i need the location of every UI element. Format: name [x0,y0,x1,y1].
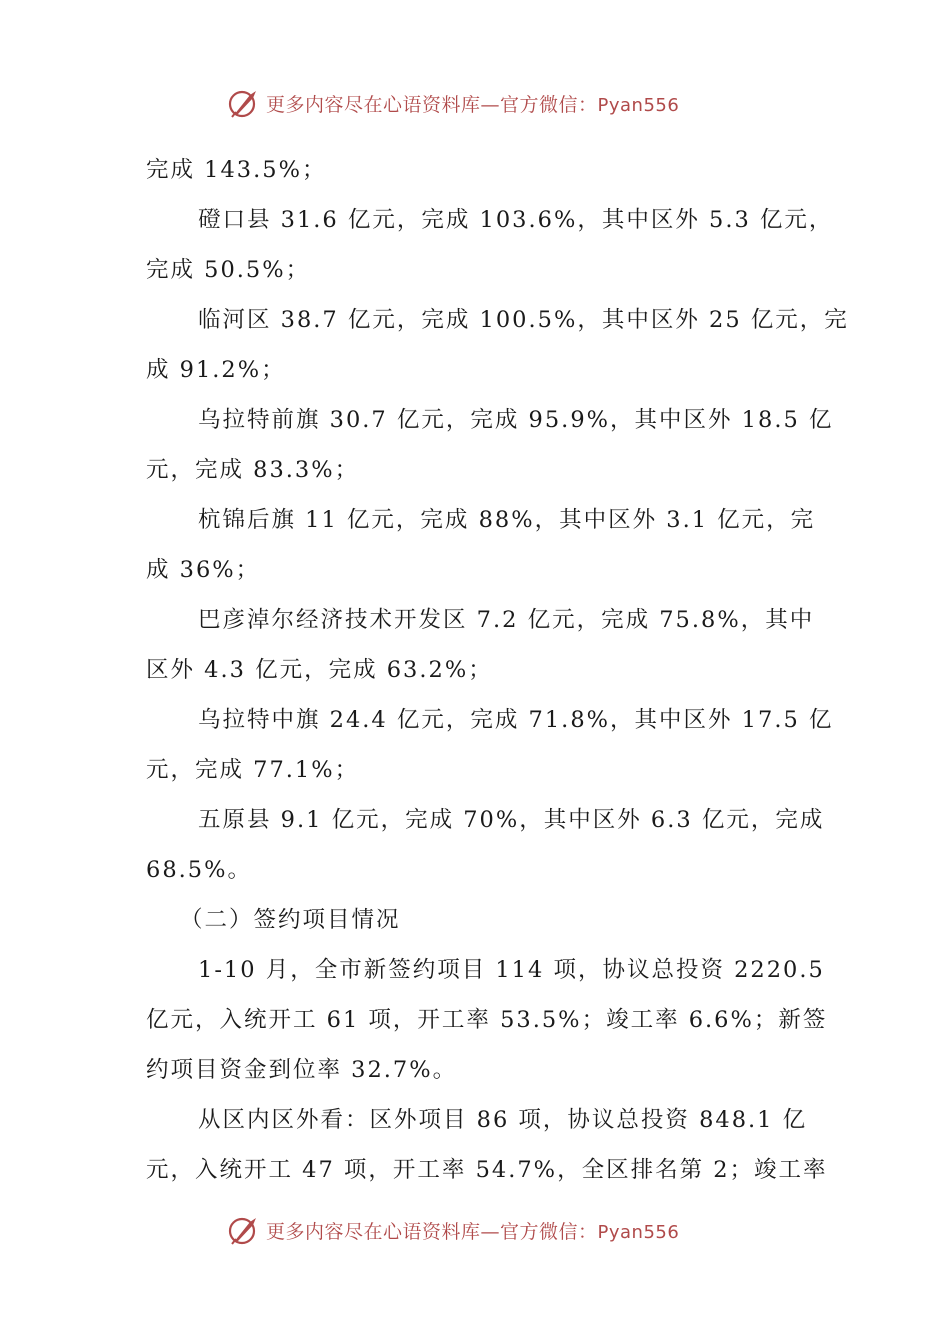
text-line: 元，入统开工 47 项，开工率 54.7%，全区排名第 2；竣工率 [146,1157,828,1183]
text-line: 五原县 9.1 亿元，完成 70%，其中区外 6.3 亿元，完成 [198,807,825,833]
text-line: 68.5%。 [146,857,252,883]
text-line: 磴口县 31.6 亿元，完成 103.6%，其中区外 5.3 亿元， [198,207,834,233]
header-watermark-banner [0,83,950,123]
footer-watermark-banner [0,1210,950,1250]
wechat-id: Pyan556 [597,95,680,116]
quill-pen-logo-icon [226,1212,262,1248]
text-line: 约项目资金到位率 32.7%。 [146,1057,458,1083]
text-line: 1-10 月，全市新签约项目 114 项，协议总投资 2220.5 [198,957,825,983]
text-line: 完成 143.5%； [146,157,327,183]
text-line: 巴彦淖尔经济技术开发区 7.2 亿元，完成 75.8%，其中 [198,607,815,633]
text-line: 乌拉特前旗 30.7 亿元，完成 95.9%，其中区外 18.5 亿 [198,407,834,433]
wechat-id: Pyan556 [597,1222,680,1243]
quill-pen-logo-icon [226,85,262,121]
text-line: 成 91.2%； [146,357,286,383]
text-line: 成 36%； [146,557,261,583]
text-line: 亿元，入统开工 61 项，开工率 53.5%；竣工率 6.6%；新签 [146,1007,828,1033]
banner-text: 更多内容尽在心语资料库—官方微信：Pyan556 [266,1221,680,1243]
banner-text: 更多内容尽在心语资料库—官方微信：Pyan556 [266,94,680,116]
text-line: 乌拉特中旗 24.4 亿元，完成 71.8%，其中区外 17.5 亿 [198,707,834,733]
text-line: 完成 50.5%； [146,257,311,283]
text-line: 临河区 38.7 亿元，完成 100.5%，其中区外 25 亿元，完 [198,307,849,333]
text-line: 从区内区外看：区外项目 86 项，协议总投资 848.1 亿 [198,1107,808,1133]
section-heading: （二）签约项目情况 [180,907,401,933]
text-line: 杭锦后旗 11 亿元，完成 88%，其中区外 3.1 亿元，完 [198,507,816,533]
text-line: 元，完成 83.3%； [146,457,360,483]
text-line: 区外 4.3 亿元，完成 63.2%； [146,657,493,683]
text-line: 元，完成 77.1%； [146,757,360,783]
